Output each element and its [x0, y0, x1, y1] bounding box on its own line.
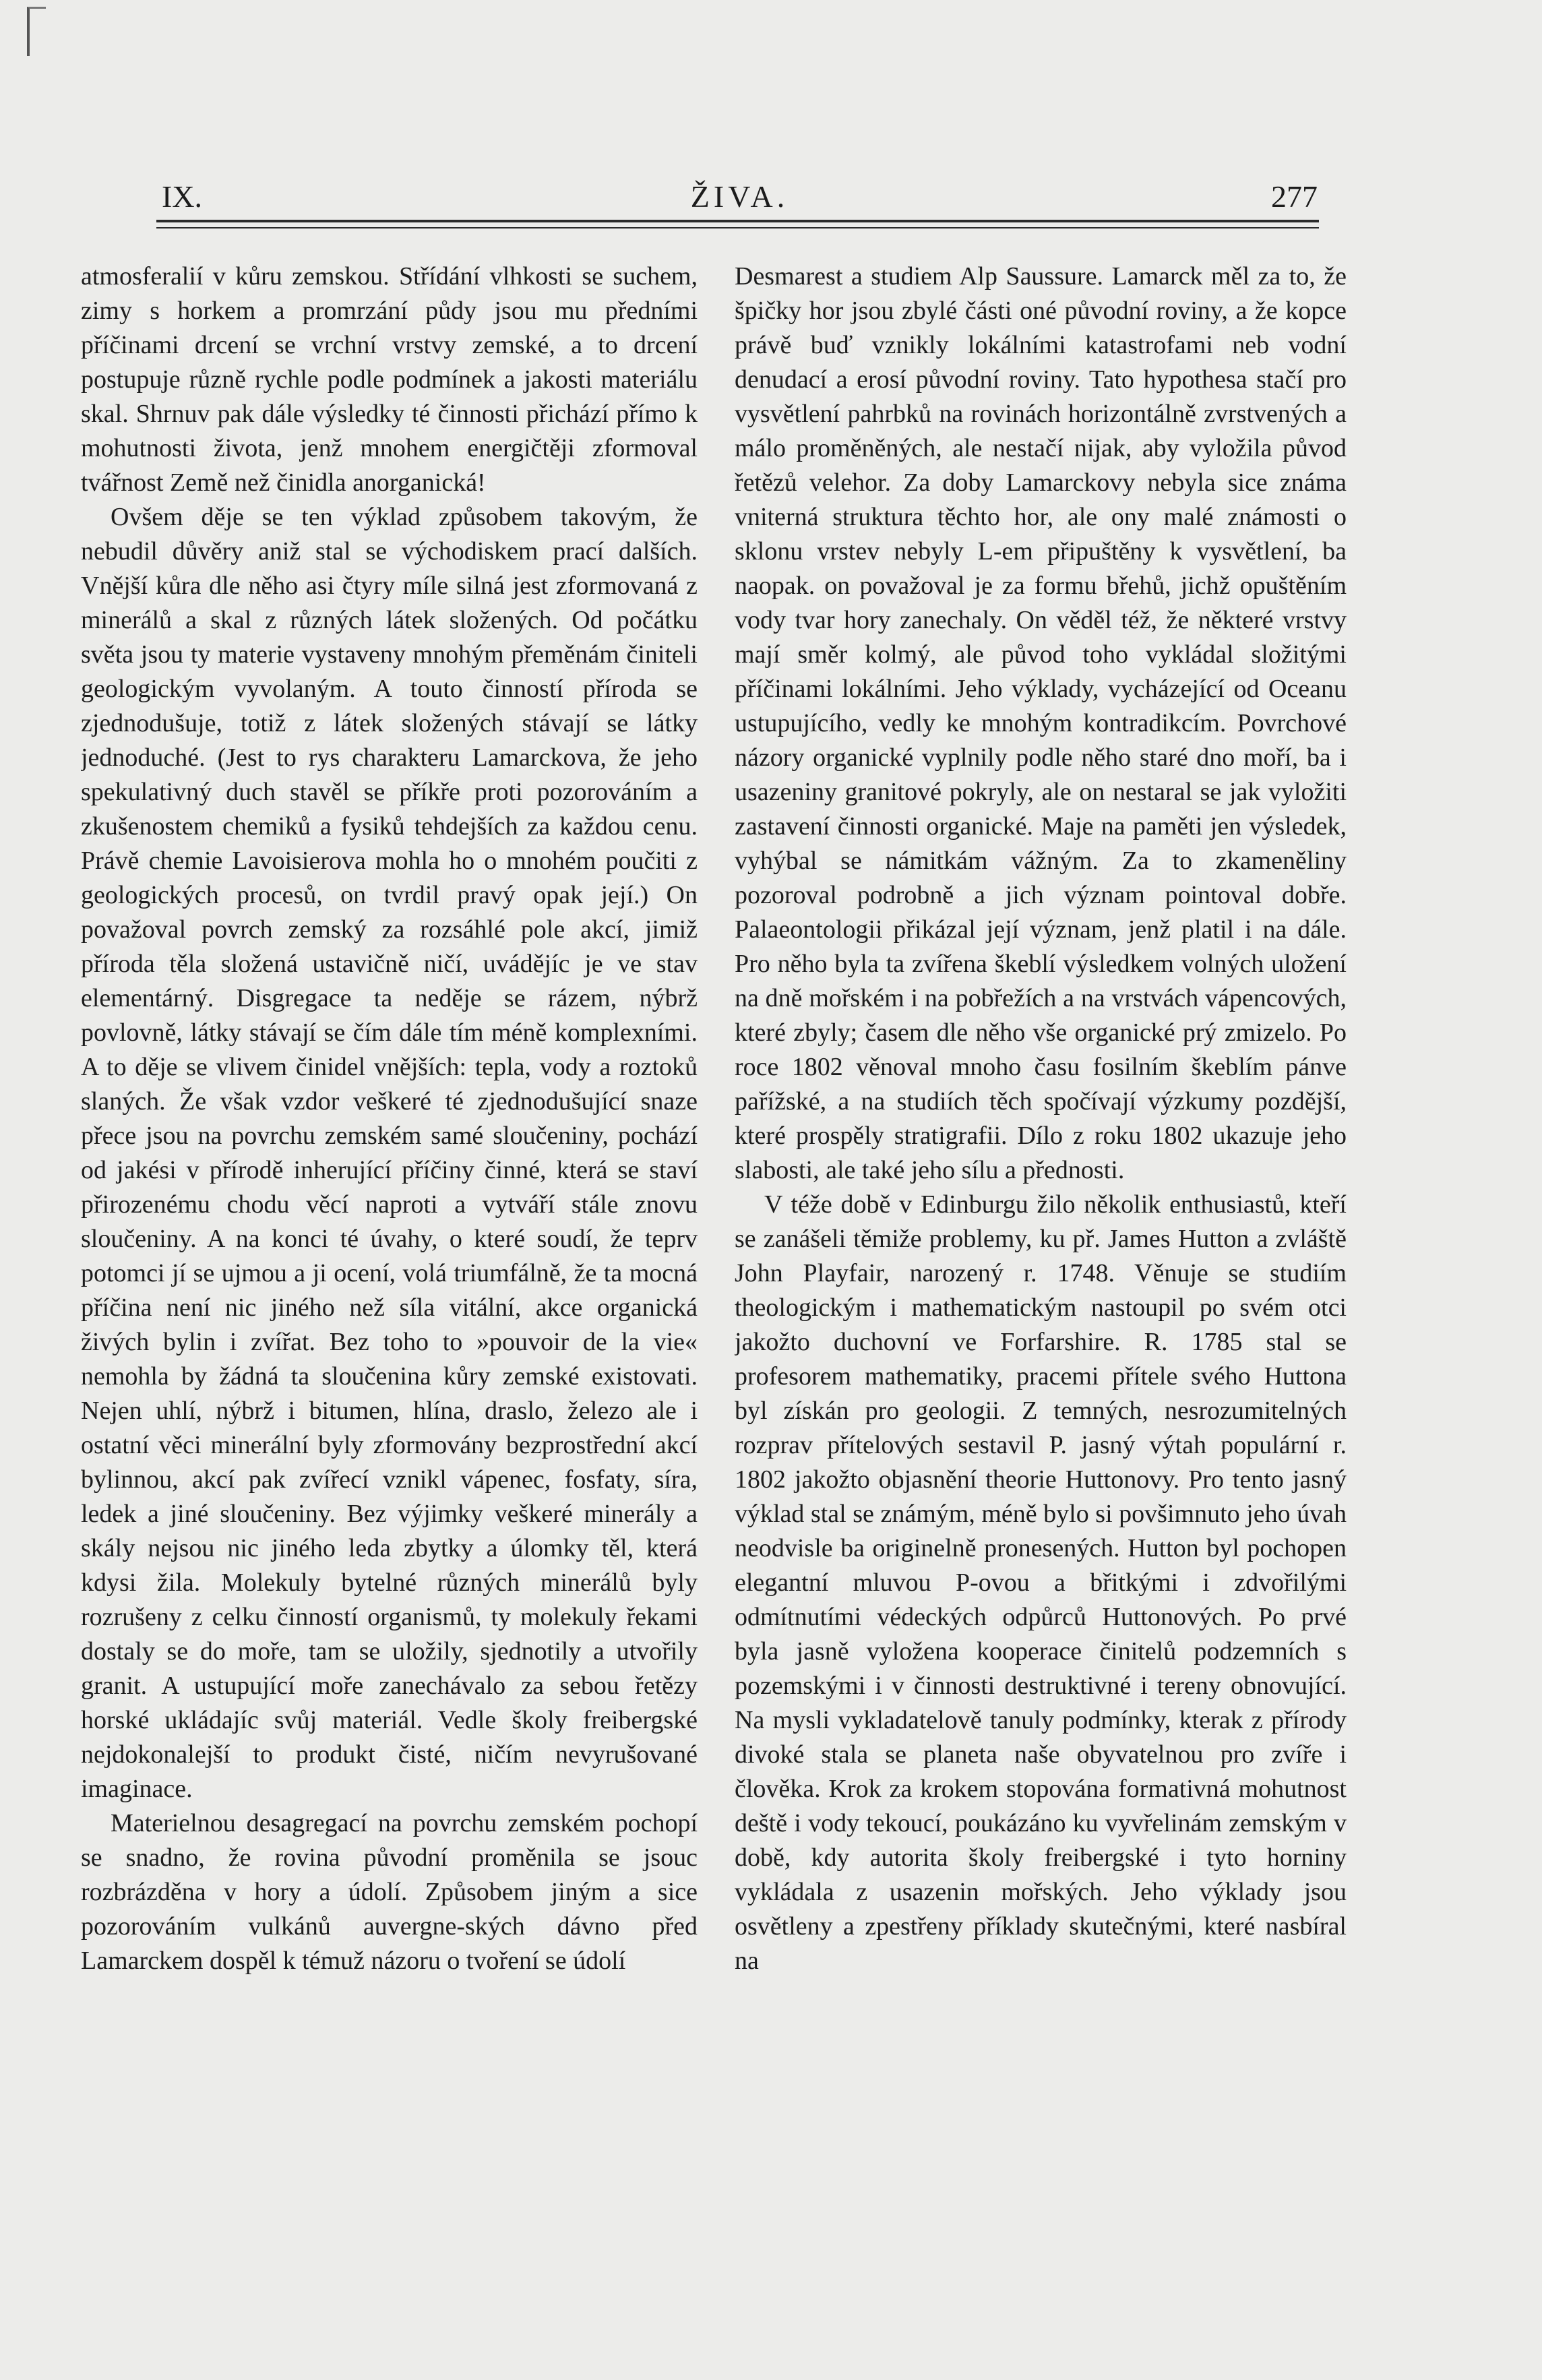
- header-rule-thin: [156, 227, 1319, 228]
- right-paragraph-2: V téže době v Edinburgu žilo několik enthusiastů, kteří se zanášeli těmiže problemy, ku př. James Hutton a zvláště John Playfair, narozený r. 1748. Věnuje se studiím theologickým i mathematickým nastoupil po svém otci jakožto duchovní ve Forfarshire. R. 1785 stal se profesorem mathematiky, pracemi přítele svého Huttona byl získán pro geologii. Z temných, nesrozumitelných rozprav přítelových sestavil P. jasný výtah populární r. 1802 jakožto objasnění theorie Huttonovy. Pro tento jasný výklad stal se známým, méně bylo si povšimnuto jeho úvah neodvisle ba originelně pronesených. Hutton byl pochopen elegantní mluvou P-ovou a břitkými i zdvořilými odmítnutími védeckých odpůrců Huttonových. Po prvé byla jasně vyložena kooperace činitelů podzemních s pozemskými i v činnosti destruktivné i tereny obnovující. Na mysli vykladatelově tanuly podmínky, kterak z přírody divoké stala se planeta naše obyvatelnou pro zvíře i člověka. Krok za krokem stopována formativná mohutnost deště i vody tekoucí, poukázáno ku vyvřelinám zemským v době, kdy autorita školy freibergské i tyto horniny vykládala z usazenin mořských. Jeho výklady jsou osvětleny a zpestřeny příklady skutečnými, které nasbíral na: [735, 1190, 1347, 1975]
- left-paragraph-2: Ovšem děje se ten výklad způsobem takovým, že nebudil důvěry aniž stal se východiskem prací dalších. Vnější kůra dle něho asi čtyry míle silná jest zformovaná z minerálů a skal z různých látek složených. Od počátku světa jsou ty materie vystaveny mnohým přeměnám činiteli geologickým vyvolaným. A touto činností příroda se zjednodušuje, totiž z látek složených stávají se látky jednoduché. (Jest to rys charakteru Lamarckova, že jeho spekulativný duch stavěl se příkře proti pozorováním a zkušenostem chemiků a fysiků tehdejších za každou cenu. Právě chemie Lavoisierova mohla ho o mnohém poučiti z geologických procesů, on tvrdil pravý opak její.) On považoval povrch zemský za rozsáhlé pole akcí, jimiž příroda těla složená ustavičně ničí, uvádějíc je ve stav elementárný. Disgregace ta neděje se rázem, nýbrž povlovně, látky stávají se čím dále tím méně komplexními. A to děje se vlivem činidel vnějších: tepla, vody a roztoků slaných. Že však vzdor veškeré té zjednodušující snaze přece jsou na povrchu zemském samé sloučeniny, pochází od jakési v přírodě inherující příčiny činné, která se staví přirozenému chodu věcí naproti a vytváří stále znovu sloučeniny. A na konci té úvahy, o které soudí, že teprv potomci jí se ujmou a ji ocení, volá triumfálně, že ta mocná příčina není nic jiného než síla vitální, akce organická živých bylin i zvířat. Bez toho to »pouvoir de la vie« nemohla by žádná ta sloučenina kůry zemské existovati. Nejen uhlí, nýbrž i bitumen, hlína, draslo, železo ale i ostatní věci minerální byly zformovány bezprostřední akcí bylinnou, akcí pak zvířecí vznikl vápenec, fosfaty, síra, ledek a jiné sloučeniny. Bez výjimky veškeré minerály a skály nejsou nic jiného leda zbytky a úlomky těl, která kdysi žila. Molekuly bytelné různých minerálů byly rozrušeny z celku činností organismů, ty molekuly řekami dostaly se do moře, tam se uložily, sjednotily a utvořily granit. A ustupující moře zanechávalo za sebou řetězy horské ukládajíc svůj materiál. Vedle školy freibergské nejdokonalejší to produkt čisté, ničím nevyrušované imaginace.: [81, 503, 698, 1803]
- right-paragraph-1: Desmarest a studiem Alp Saussure. Lamarck měl za to, že špičky hor jsou zbylé části oné původní roviny, a že kopce právě buď vznikly lokálními katastrofami neb vodní denudací a erosí původní roviny. Tato hypothesa stačí pro vysvětlení pahrbků na rovinách horizontálně zvrstvených a málo proměněných, ale nestačí nijak, aby vyložila původ řetězů velehor. Za doby Lamarckovy nebyla sice známa vniterná struktura těchto hor, ale ony malé známosti o sklonu vrstev nebyly L-em připuštěny k vysvětlení, ba naopak. on považoval je za formu břehů, jichž opuštěním vody tvar hory zanechaly. On věděl též, že některé vrstvy mají směr kolmý, ale původ toho vykládal složitými příčinami lokálními. Jeho výklady, vycházející od Oceanu ustupujícího, vedly ke mnohým kontradikcím. Povrchové názory organické vyplnily podle něho staré dno moří, ba i usazeniny granitové pokryly, ale on nestaral se jak vyložiti zastavení činnosti organické. Maje na paměti jen výsledek, vyhýbal se námitkám vážným. Za to zkameněliny pozoroval podrobně a jich význam pointoval dobře. Palaeontologii přikázal její význam, jenž platil i na dále. Pro něho byla ta zvířena škeblí výsledkem volných uložení na dně mořském i na pobřežích a na vrstvách vápencových, které zbyly; časem dle něho vše organické prý zmizelo. Po roce 1802 věnoval mnoho času fosilním škeblím pánve pařížské, a na studiích těch spočívají výzkumy pozdější, které prospěly stratigrafii. Dílo z roku 1802 ukazuje jeho slabosti, ale také jeho sílu a přednosti.: [735, 262, 1347, 1184]
- header-rule-thick: [156, 220, 1319, 222]
- running-header: [162, 179, 1318, 219]
- scan-edge-mark: [27, 7, 46, 56]
- journal-title: ŽIVA.: [690, 179, 789, 214]
- right-column: [735, 260, 1347, 2315]
- left-column: [81, 260, 698, 2315]
- left-paragraph-3: Materielnou desagregací na povrchu zemském pochopí se snadno, že rovina původní proměnila se jsouc rozbrázděna v hory a údolí. Způsobem jiným a sice pozorováním vulkánů auvergne-ských dávno před Lamarckem dospěl k témuž názoru o tvoření se údolí: [81, 1809, 698, 1975]
- volume-number: IX.: [162, 179, 203, 214]
- page-number: 277: [1271, 179, 1318, 214]
- left-paragraph-1: atmosferalií v kůru zemskou. Střídání vlhkosti se suchem, zimy s horkem a promrzání půdy jsou mu předními příčinami drcení se vrchní vrstvy zemské, a to drcení postupuje různě rychle podle podmínek a jakosti materiálu skal. Shrnuv pak dále výsledky té činnosti přichází přímo k mohutnosti života, jenž mnohem energičtěji zformoval tvářnost Země než činidla anorganická!: [81, 262, 698, 497]
